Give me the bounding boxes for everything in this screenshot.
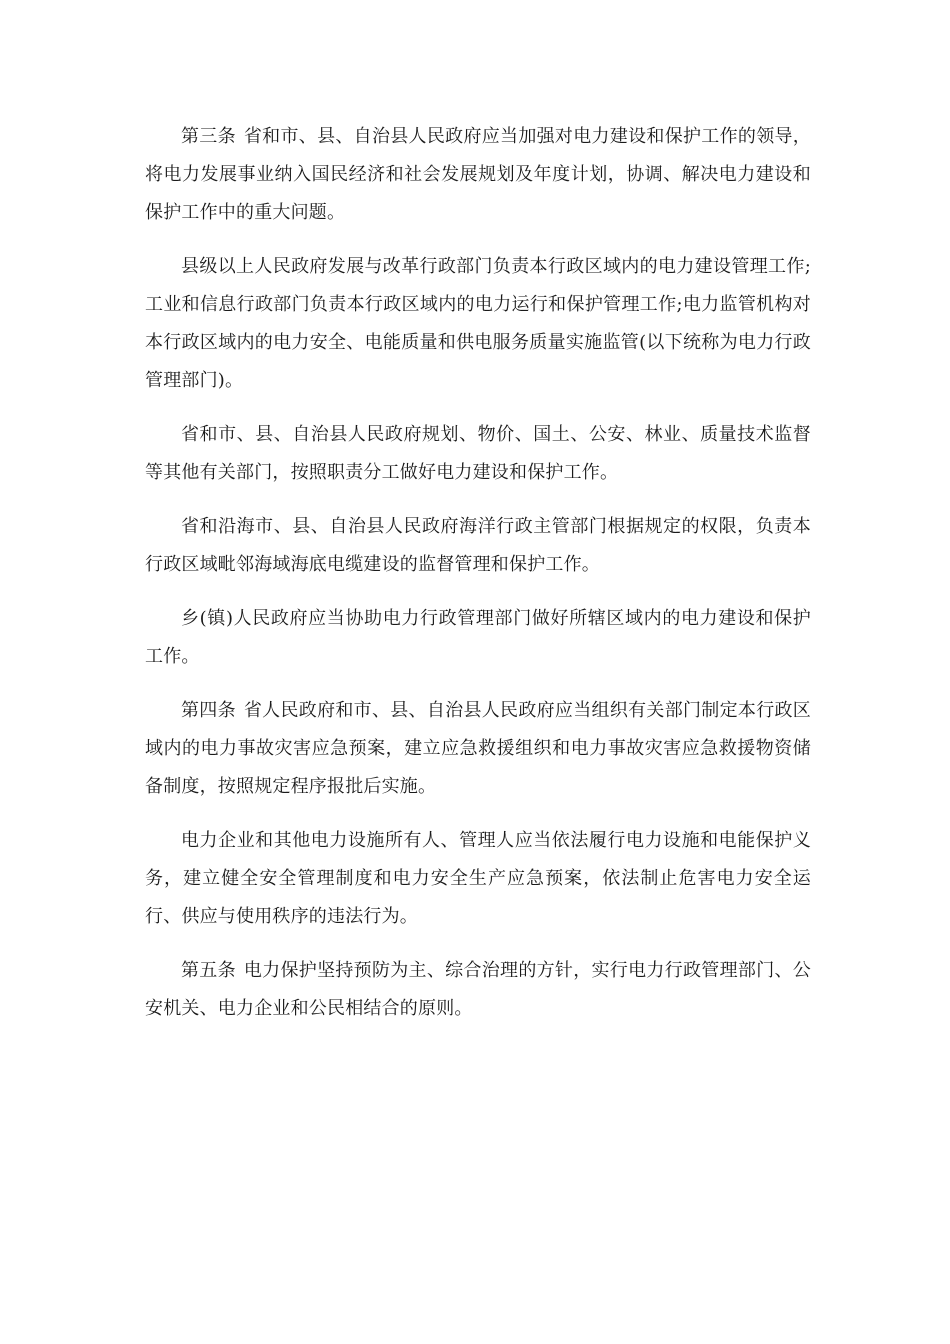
article-number: 第三条 bbox=[181, 126, 236, 147]
paragraph bbox=[145, 248, 811, 400]
paragraph bbox=[145, 416, 811, 492]
paragraph-text: 电力企业和其他电力设施所有人、管理人应当依法履行电力设施和电能保护义务，建立健全安全管理制度和电力安全生产应急预案，依法制止危害电力安全运行、供应与使用秩序的违法行为。 bbox=[145, 830, 811, 927]
paragraph-text: 电力保护坚持预防为主、综合治理的方针，实行电力行政管理部门、公安机关、电力企业和公民相结合的原则。 bbox=[145, 960, 811, 1019]
article-number: 第四条 bbox=[181, 700, 236, 721]
paragraph-text: 乡(镇)人民政府应当协助电力行政管理部门做好所辖区域内的电力建设和保护工作。 bbox=[145, 608, 811, 667]
paragraph-text: 省和市、县、自治县人民政府应当加强对电力建设和保护工作的领导，将电力发展事业纳入国民经济和社会发展规划及年度计划，协调、解决电力建设和保护工作中的重大问题。 bbox=[145, 126, 811, 223]
paragraph bbox=[145, 822, 811, 936]
paragraph-text: 省人民政府和市、县、自治县人民政府应当组织有关部门制定本行政区域内的电力事故灾害应急预案，建立应急救援组织和电力事故灾害应急救援物资储备制度，按照规定程序报批后实施。 bbox=[145, 700, 811, 797]
paragraph bbox=[145, 508, 811, 584]
paragraph-text: 省和沿海市、县、自治县人民政府海洋行政主管部门根据规定的权限，负责本行政区域毗邻海域海底电缆建设的监督管理和保护工作。 bbox=[145, 516, 811, 575]
paragraph bbox=[145, 600, 811, 676]
article-3-paragraph bbox=[145, 118, 811, 232]
paragraph-text: 省和市、县、自治县人民政府规划、物价、国土、公安、林业、质量技术监督等其他有关部门，按照职责分工做好电力建设和保护工作。 bbox=[145, 424, 811, 483]
article-5-paragraph bbox=[145, 952, 811, 1028]
article-number: 第五条 bbox=[181, 960, 236, 981]
article-4-paragraph bbox=[145, 692, 811, 806]
paragraph-text: 县级以上人民政府发展与改革行政部门负责本行政区域内的电力建设管理工作;工业和信息行政部门负责本行政区域内的电力运行和保护管理工作;电力监管机构对本行政区域内的电力安全、电能质量和供电服务质量实施监管(以下统称为电力行政管理部门)。 bbox=[145, 256, 811, 391]
document-body bbox=[145, 118, 811, 1044]
